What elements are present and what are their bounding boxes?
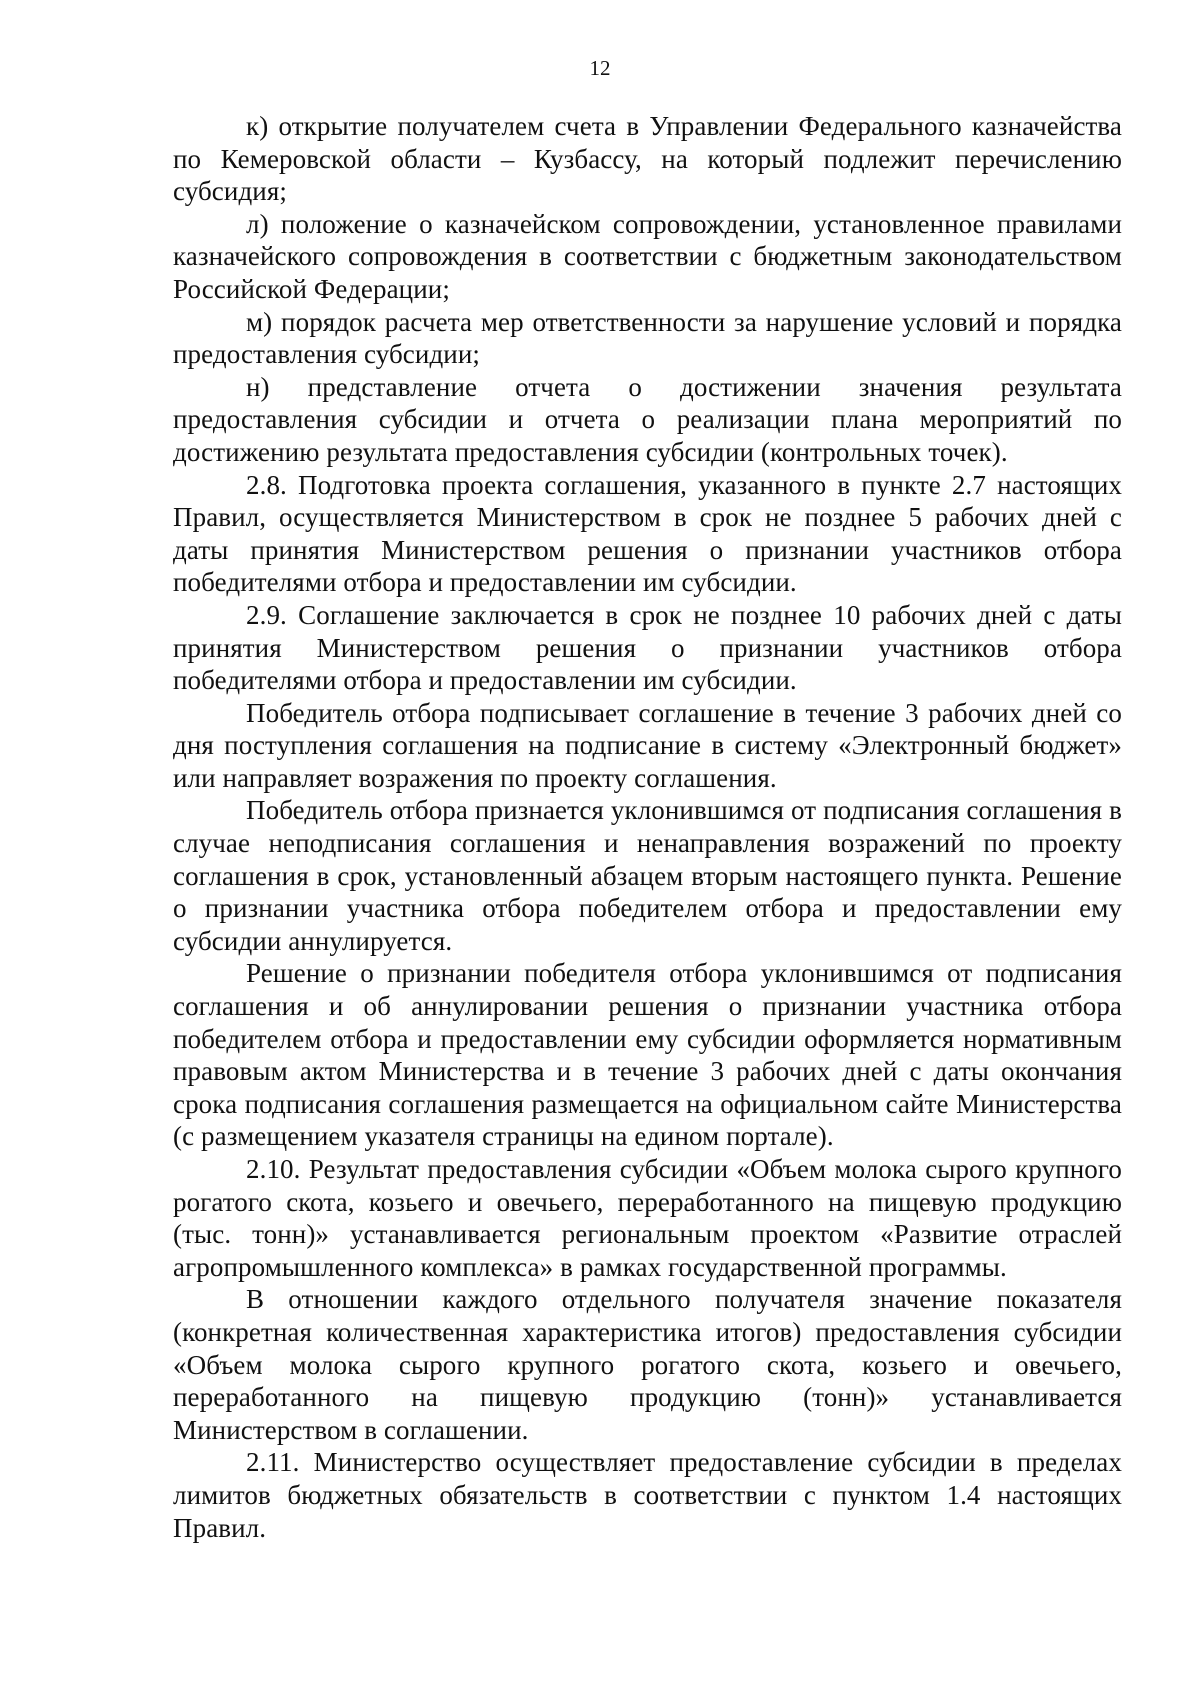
paragraph-2-9-decision: Решение о признании победителя отбора уклонившимся от подписания соглашения и об аннулировании решения о признании участника отбора победителем отбора и предоставлении ему субсидии оформляется нормативным правовым актом Министерства и в течение 3 рабочих дней с даты окончания срока подписания соглашения размещается на официальном сайте Министерства (с размещением указателя страницы на едином портале). [173, 958, 1122, 1152]
paragraph-2-9-signing: Победитель отбора подписывает соглашение в течение 3 рабочих дней со дня поступления соглашения на подписание в систему «Электронный бюджет» или направляет возражения по проекту соглашения. [173, 697, 1122, 793]
paragraph-item-m: м) порядок расчета мер ответственности за нарушение условий и порядка предоставления субсидии; [173, 306, 1122, 370]
paragraph-2-9-evasion: Победитель отбора признается уклонившимся от подписания соглашения в случае неподписания соглашения и ненаправления возражений по проекту соглашения в срок, установленный абзацем вторым настоящего пункта. Решение о признании участника отбора победителем отбора и предоставлении ему субсидии аннулируется. [173, 795, 1122, 956]
paragraph-item-l: л) положение о казначейском сопровождении, установленное правилами казначейского сопровождения в соответствии с бюджетным законодательством Российской Федерации; [173, 208, 1122, 304]
paragraph-item-k: к) открытие получателем счета в Управлении Федерального казначейства по Кемеровской области – Кузбассу, на который подлежит перечислению субсидия; [173, 111, 1122, 207]
paragraph-2-9: 2.9. Соглашение заключается в срок не позднее 10 рабочих дней с даты принятия Министерством решения о признании участников отбора победителями отбора и предоставлении им субсидии. [173, 599, 1122, 696]
paragraph-2-10-indicator: В отношении каждого отдельного получателя значение показателя (конкретная количественная характеристика итогов) предоставления субсидии «Объем молока сырого крупного рогатого скота, козьего и овечьего, переработанного на пищевую продукцию (тонн)» устанавливается Министерством в соглашении. [173, 1284, 1122, 1445]
document-body [173, 110, 1122, 1544]
paragraph-2-11: 2.11. Министерство осуществляет предоставление субсидии в пределах лимитов бюджетных обязательств в соответствии с пунктом 1.4 настоящих Правил. [173, 1447, 1122, 1543]
paragraph-2-8: 2.8. Подготовка проекта соглашения, указанного в пункте 2.7 настоящих Правил, осуществляется Министерством в срок не позднее 5 рабочих дней с даты принятия Министерством решения о признании участников отбора победителями отбора и предоставлении им субсидии. [173, 469, 1122, 598]
page-number: 12 [589, 56, 611, 80]
paragraph-item-n: н) представление отчета о достижении значения результата предоставления субсидии и отчета о реализации плана мероприятий по достижению результата предоставления субсидии (контрольных точек). [173, 371, 1122, 467]
paragraph-2-10: 2.10. Результат предоставления субсидии «Объем молока сырого крупного рогатого скота, козьего и овечьего, переработанного на пищевую продукцию (тыс. тонн)» устанавливается региональным проектом «Развитие отраслей агропромышленного комплекса» в рамках государственной программы. [173, 1154, 1122, 1282]
